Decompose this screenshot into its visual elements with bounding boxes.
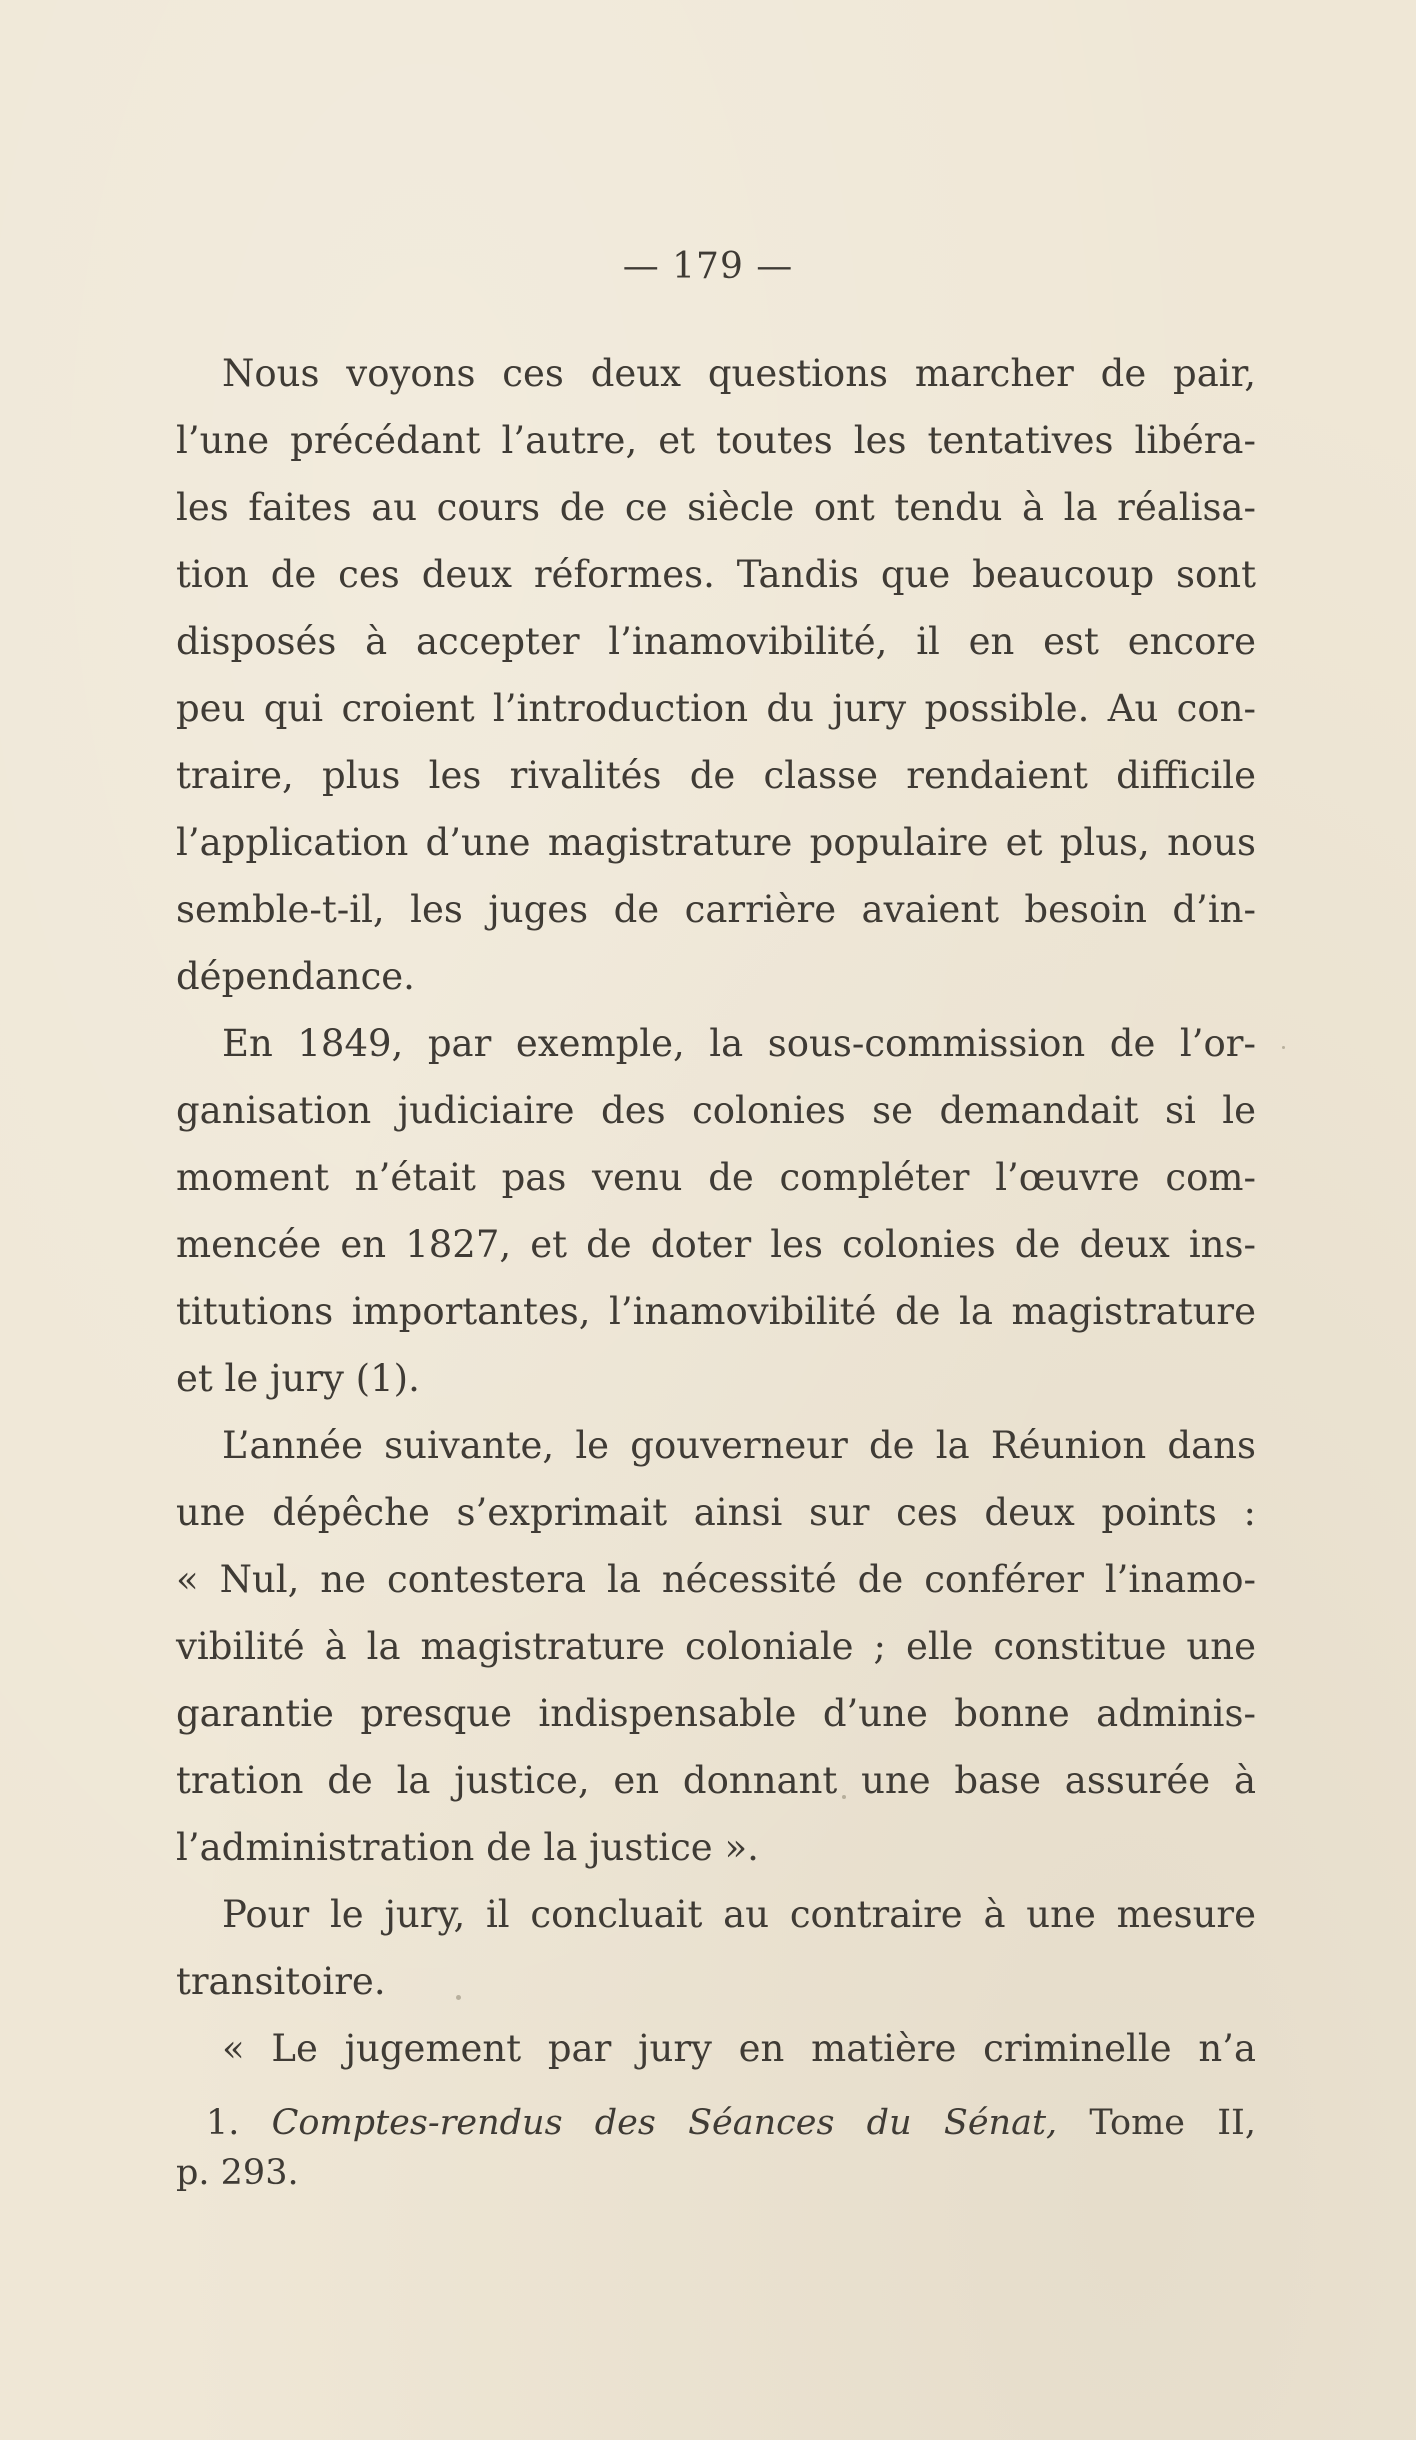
text-line: mencée en 1827, et de doter les colonies de deux ins- <box>176 1223 1256 1266</box>
text-line: tration de la justice, en donnant une base assurée à <box>176 1759 1256 1802</box>
text-line: l’application d’une magistrature populaire et plus, nous <box>176 821 1256 864</box>
text-line: traire, plus les rivalités de classe rendaient difficile <box>176 754 1256 797</box>
text-line: Nous voyons ces deux questions marcher de pair, <box>222 352 1256 395</box>
text-line: titutions importantes, l’inamovibilité de la magistrature <box>176 1290 1256 1333</box>
page-number: — 179 — <box>622 246 794 287</box>
text-line: les faites au cours de ce siècle ont tendu à la réalisa- <box>176 486 1256 529</box>
paper-speck <box>456 1995 461 2000</box>
text-line: Pour le jury, il concluait au contraire à une mesure <box>222 1893 1256 1936</box>
text-line: moment n’était pas venu de compléter l’œuvre com- <box>176 1156 1256 1199</box>
text-line: dépendance. <box>176 955 415 998</box>
footnote-page: p. 293. <box>176 2153 299 2193</box>
text-line: tion de ces deux réformes. Tandis que beaucoup sont <box>176 553 1256 596</box>
text-line: une dépêche s’exprimait ainsi sur ces deux points : <box>176 1491 1256 1534</box>
footnote-title: Comptes-rendus des Séances du Sénat, <box>271 2103 1058 2143</box>
text-line: garantie presque indispensable d’une bonne adminis- <box>176 1692 1256 1735</box>
text-line: l’une précédant l’autre, et toutes les tentatives libéra- <box>176 419 1256 462</box>
text-line: et le jury (1). <box>176 1357 420 1400</box>
text-line: peu qui croient l’introduction du jury possible. Au con- <box>176 687 1256 730</box>
body-text <box>176 340 1256 2082</box>
footnote-number: 1. <box>206 2103 240 2143</box>
footnote-line <box>176 2098 1256 2148</box>
text-line: « Le jugement par jury en matière criminelle n’a <box>222 2027 1256 2070</box>
paper-speck <box>1282 1046 1285 1049</box>
footnote-volume: Tome II, <box>1089 2103 1256 2143</box>
text-line: En 1849, par exemple, la sous-commission de l’or- <box>222 1022 1256 1065</box>
text-line: ganisation judiciaire des colonies se demandait si le <box>176 1089 1256 1132</box>
text-line: « Nul, ne contestera la nécessité de conférer l’inamo- <box>176 1558 1256 1601</box>
text-line: transitoire. <box>176 1960 386 2003</box>
paper-speck <box>842 1795 846 1799</box>
footnote <box>176 2098 1256 2198</box>
text-line: L’année suivante, le gouverneur de la Réunion dans <box>222 1424 1256 1467</box>
text-line: semble-t-il, les juges de carrière avaient besoin d’in- <box>176 888 1256 931</box>
text-line: disposés à accepter l’inamovibilité, il en est encore <box>176 620 1256 663</box>
text-line: l’administration de la justice ». <box>176 1826 759 1869</box>
text-line: vibilité à la magistrature coloniale ; elle constitue une <box>176 1625 1256 1668</box>
